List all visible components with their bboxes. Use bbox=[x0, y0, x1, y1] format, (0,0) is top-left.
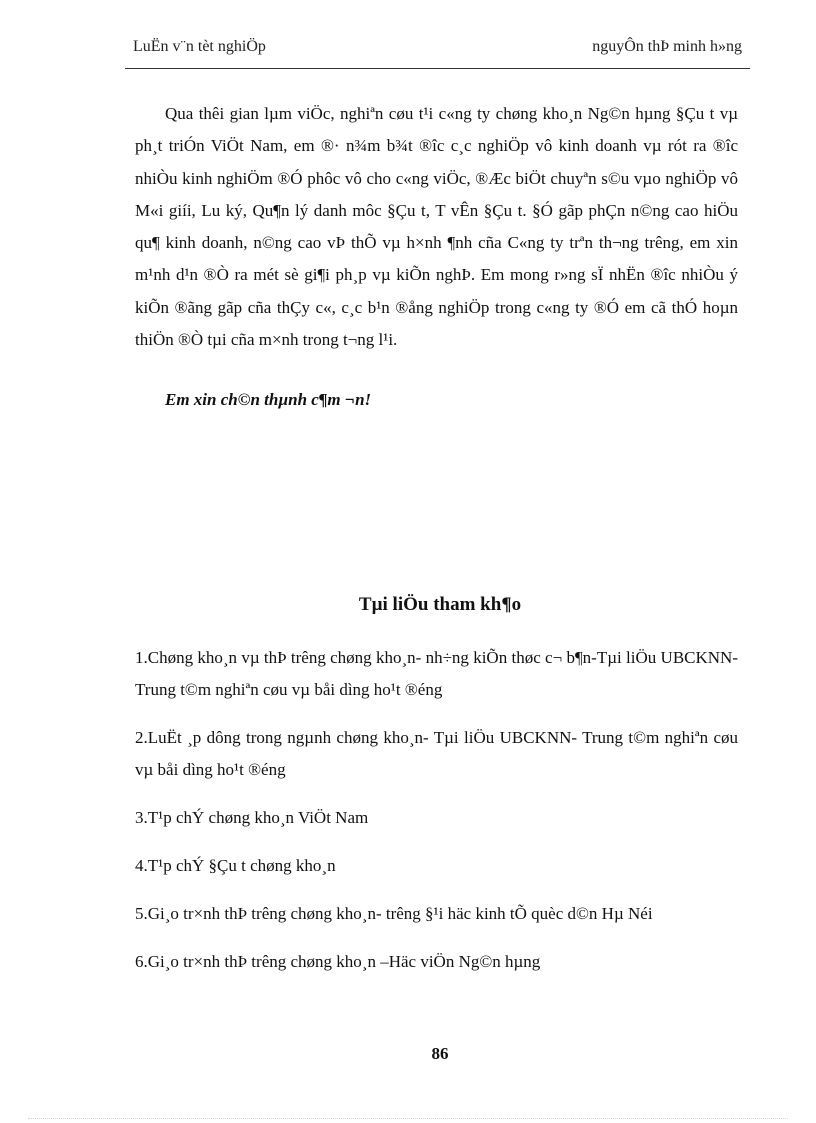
reference-item: 6.Gi¸o tr×nh thÞ trêng chøng kho¸n –Häc viÖn Ng©n hµng bbox=[135, 952, 541, 971]
conclusion-section bbox=[135, 98, 738, 356]
reference-item: 1.Chøng kho¸n vµ thÞ trêng chøng kho¸n- nh÷ng kiÕn thøc c¬ b¶n-Tµi liÖu UBCKNN- Trung t©m nghiªn cøu vµ båi dìng ho¹t ®éng bbox=[135, 648, 738, 699]
conclusion-paragraph: Qua thêi gian lµm viÖc, nghiªn cøu t¹i c«ng ty chøng kho¸n Ng©n hµng §Çu t vµ ph¸t triÓn ViÖt Nam, em ®· n¾m b¾t ®îc c¸c nghiÖp vô kinh doanh vµ rót ra ®îc nhiÒu kinh nghiÖm ®Ó phôc vô cho c«ng viÖc, ®Æc biÖt chuyªn s©u vµo nghiÖp vô M«i giíi, Lu ký, Qu¶n lý danh môc §Çu t, T vÊn §Çu t. §Ó gãp phÇn n©ng cao hiÖu qu¶ kinh doanh, n©ng cao vÞ thÕ vµ h×nh ¶nh cña C«ng ty trªn th¬ng trêng, em xin m¹nh d¹n ®Ò ra mét sè gi¶i ph¸p vµ kiÕn nghÞ. Em mong r»ng sÏ nhËn ®îc nhiÒu ý kiÕn ®ãng gãp cña thÇy c«, c¸c b¹n ®ång nghiÖp trong c«ng ty ®Ó em cã thÓ hoµn thiÖn ®Ò tµi cña m×nh trong t¬ng l¹i. bbox=[135, 104, 738, 350]
reference-item: 5.Gi¸o tr×nh thÞ trêng chøng kho¸n- trêng §¹i häc kinh tÕ quèc d©n Hµ Néi bbox=[135, 904, 653, 923]
header-author-name: nguyÔn thÞ minh h»ng bbox=[592, 38, 742, 55]
references-title: Tµi liÖu tham kh¶o bbox=[358, 594, 522, 615]
reference-item: 3.T¹p chÝ chøng kho¸n ViÖt Nam bbox=[135, 808, 369, 827]
page-number: 86 bbox=[431, 1044, 449, 1063]
reference-item: 4.T¹p chÝ §Çu t chøng kho¸n bbox=[135, 856, 336, 875]
header-thesis-label: LuËn v¨n tèt nghiÖp bbox=[133, 38, 266, 55]
page-header bbox=[125, 38, 750, 60]
header-divider bbox=[125, 68, 750, 69]
reference-item: 2.LuËt ¸p dông trong ngµnh chøng kho¸n- Tµi liÖu UBCKNN- Trung t©m nghiªn cøu vµ båi dìng ho¹t ®éng bbox=[135, 728, 738, 779]
closing-thanks: Em xin ch©n thµnh c¶m ¬n! bbox=[165, 390, 372, 409]
page-bottom-border bbox=[28, 1118, 788, 1119]
